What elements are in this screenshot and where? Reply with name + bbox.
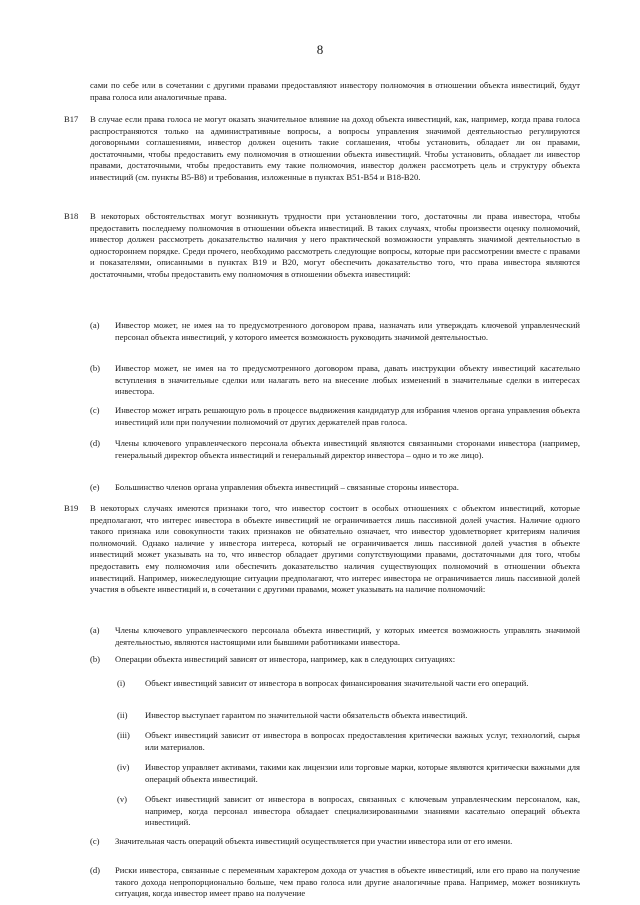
- paragraph-b18: В некоторых обстоятельствах могут возникнуть трудности при установлении того, достаточны ли права инвестора, чтобы предоставить последнему полномочия в отношении объекта инвестиций. В таких случаях, чтобы произвести оценку полномочий, инвестор должен рассмотреть доказательство наличия у него практической возможности управлять значимой деятельностью в одностороннем порядке. Среди прочего, необходимо рассмотреть следующие вопросы, которые при рассмотрении вместе с правами и показателями, описанными в пунктах B19 и B20, могут обеспечить доказательство того, что права инвестора являются достаточными, чтобы предоставить ему полномочия в отношении объекта инвестиций:: [90, 211, 580, 279]
- paragraph-number-b18: B18: [64, 211, 79, 221]
- sub-item-label: (iii): [117, 730, 130, 740]
- sub-item-text: Объект инвестиций зависит от инвестора в вопросах, связанных с ключевым управленческим персоналом, как, например, когда персонал инвестора обладает специализированными знаниями касательно операций объекта инвестиций.: [145, 794, 580, 828]
- list-item-label: (d): [90, 438, 101, 448]
- list-item-text: Члены ключевого управленческого персонала объекта инвестиций являются связанными сторонами инвестора (например, генеральный директор объекта инвестиций и генеральный директор инвестора – одно и то же лицо).: [115, 438, 580, 460]
- list-item-text: Инвестор может, не имея на то предусмотренного договором права, давать инструкции объекту инвестиций касательно вступления в значительные сделки или налагать вето на внесение любых изменений в значительные сделки в интересах инвестора.: [115, 363, 580, 397]
- list-item-label: (e): [90, 482, 100, 492]
- list-item-text: Риски инвестора, связанные с переменным характером дохода от участия в объекте инвестиций, или его право на получение такого дохода непропорционально больше, чем право голоса или другие аналогичные права. Например, может возникнуть ситуация, когда инвестор имеет право на получение: [115, 865, 580, 899]
- list-item-text: Инвестор может играть решающую роль в процессе выдвижения кандидатур для избрания членов органа управления объекта инвестиций или при получении полномочий от других держателей прав голоса.: [115, 405, 580, 427]
- list-item-text: Инвестор может, не имея на то предусмотренного договором права, назначать или утверждать ключевой управленческий персонал объекта инвестиций, у которого имеется возможность руководить значимой деятельностью.: [115, 320, 580, 342]
- list-item-text: Значительная часть операций объекта инвестиций осуществляется при участии инвестора или от его имени.: [115, 836, 513, 846]
- page-number: 8: [316, 42, 324, 57]
- list-item-label: (c): [90, 836, 100, 846]
- list-item-text: Члены ключевого управленческого персонала объекта инвестиций, у которых имеется возможность управлять значимой деятельностью, являются настоящими или бывшими работниками инвестора.: [115, 625, 580, 647]
- sub-item-text: Инвестор выступает гарантом по значительной части обязательств объекта инвестиций.: [145, 710, 468, 720]
- list-item-label: (a): [90, 625, 100, 635]
- sub-item-text: Инвестор управляет активами, такими как лицензии или торговые марки, которые являются критически важными для операций объекта инвестиций.: [145, 762, 580, 784]
- list-item-label: (b): [90, 654, 101, 664]
- paragraph-number-b19: B19: [64, 503, 79, 513]
- sub-item-label: (iv): [117, 762, 130, 772]
- paragraph-b19: В некоторых случаях имеются признаки того, что инвестор состоит в особых отношениях с объектом инвестиций, которые предполагают, что интерес инвестора в объекте инвестиций не ограничивается лишь пассивной долей участия. Наличие одного такого признака или совокупности таких признаков не обязательно означает, что инвестор удовлетворяет критериям наличия полномочий. Однако наличие у инвестора интереса, который не ограничивается лишь пассивной долей участия в объекте инвестиций может указывать на то, что инвестор обладает другими сопутствующими правами, достаточными для того, чтобы предоставить ему полномочия или обеспечить доказательство наличия существующих полномочий в отношении объекта инвестиций. Например, нижеследующие ситуации предполагают, что интерес инвестора не ограничивается лишь пассивной долей участия в объекте инвестиций и, в сочетании с другими правами, может указывать на наличие полномочий:: [90, 503, 580, 595]
- sub-item-text: Объект инвестиций зависит от инвестора в вопросах предоставления критически важных услуг, технологий, сырья или материалов.: [145, 730, 580, 752]
- sub-item-text: Объект инвестиций зависит от инвестора в вопросах финансирования значительной части его операций.: [145, 678, 529, 688]
- paragraph-b17: В случае если права голоса не могут оказать значительное влияние на доход объекта инвестиций, как, например, когда права голоса распространяются только на административные вопросы, а вопросы управления значимой деятельностью регулируются договорными соглашениями, инвестор должен оценить такие соглашения, чтобы установить, обладает ли он правами, достаточными, чтобы предоставить ему полномочия в отношении объекта инвестиций. Чтобы установить, обладает ли инвестор правами, достаточными, чтобы предоставить ему такие полномочия, инвестор должен рассмотреть цель и структуру объекта инвестиций (см. пункты B5-B8) и требования, изложенные в пунктах B51-B54 и B18-B20.: [90, 114, 580, 182]
- list-item-label: (b): [90, 363, 101, 373]
- paragraph-number-b17: B17: [64, 114, 79, 124]
- list-item-text: Операции объекта инвестиций зависят от инвестора, например, как в следующих ситуациях:: [115, 654, 456, 664]
- list-item-label: (c): [90, 405, 100, 415]
- sub-item-label: (ii): [117, 710, 128, 720]
- list-item-text: Большинство членов органа управления объекта инвестиций – связанные стороны инвестора.: [115, 482, 459, 492]
- sub-item-label: (v): [117, 794, 128, 804]
- list-item-label: (a): [90, 320, 100, 330]
- intro-paragraph: сами по себе или в сочетании с другими правами предоставляют инвестору полномочия в отношении объекта инвестиций, будут права голоса или аналогичные права.: [90, 80, 580, 102]
- list-item-label: (d): [90, 865, 101, 875]
- sub-item-label: (i): [117, 678, 126, 688]
